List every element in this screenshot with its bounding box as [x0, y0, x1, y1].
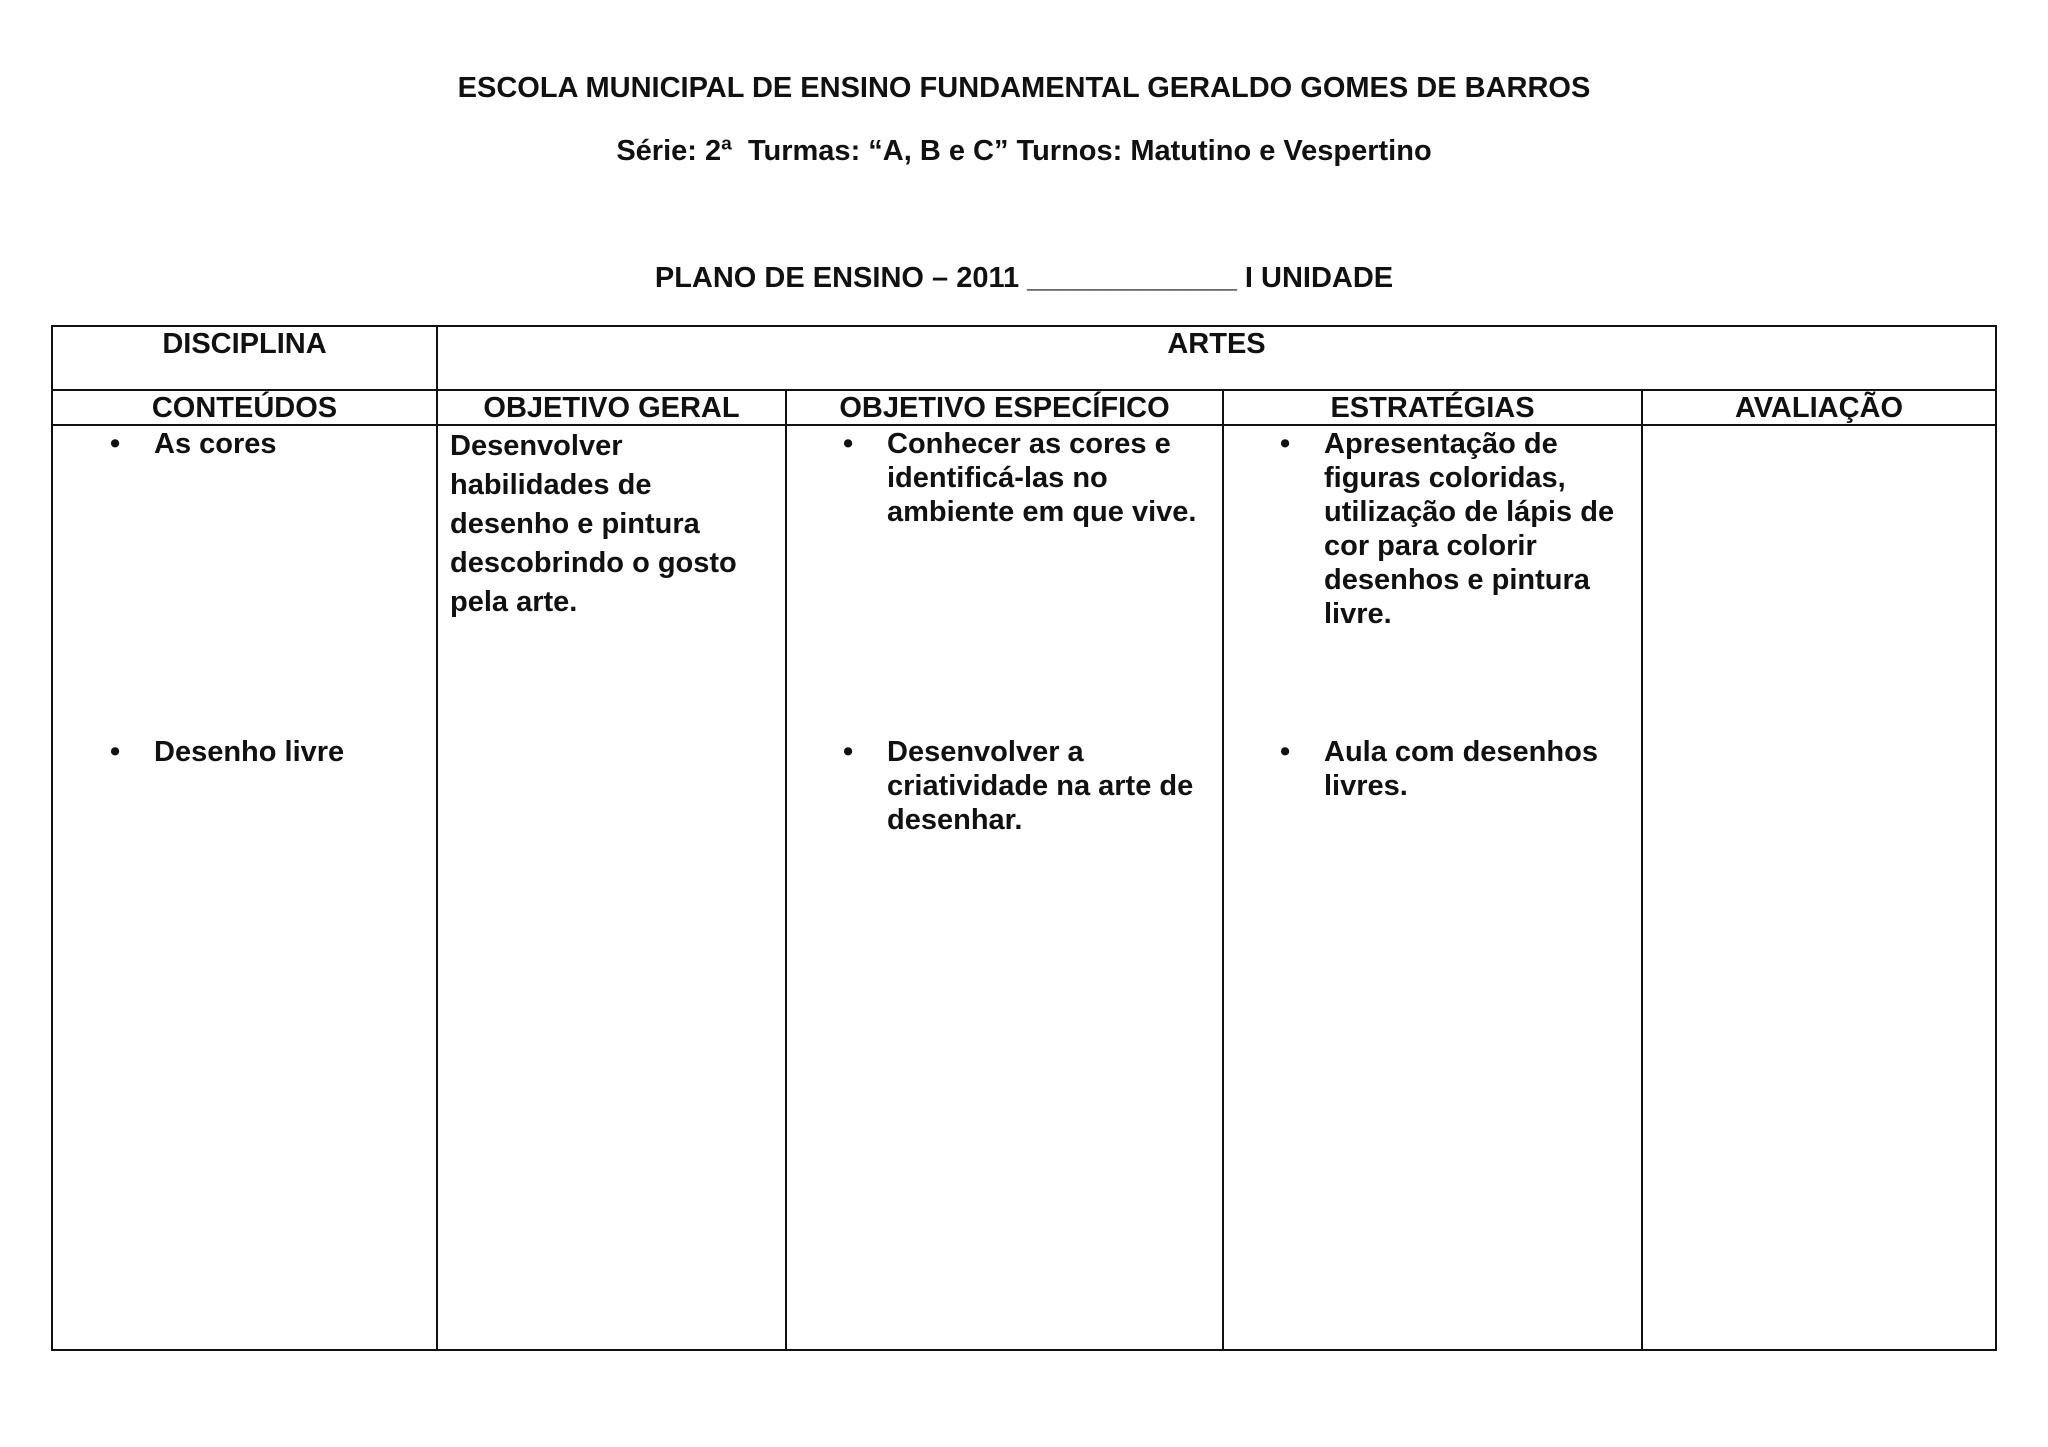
table-col-divider-1 — [436, 325, 438, 1351]
table-col-divider-3 — [1222, 389, 1224, 1351]
list-item: • Desenvolver a criatividade na arte de desenhar. — [843, 735, 1207, 837]
discipline-value: ARTES — [1167, 328, 1266, 360]
table-border-left — [51, 325, 53, 1351]
column-header-estrategias: ESTRATÉGIAS — [1330, 392, 1535, 424]
table-col-divider-4 — [1641, 389, 1643, 1351]
table-border-right — [1995, 325, 1997, 1351]
column-header-objetivo-geral: OBJETIVO GERAL — [483, 392, 740, 424]
column-header-objetivo-especifico: OBJETIVO ESPECÍFICO — [839, 392, 1170, 424]
column-header-avaliacao: AVALIAÇÃO — [1734, 392, 1904, 424]
list-item: • Aula com desenhos livres. — [1280, 735, 1636, 803]
plan-title: PLANO DE ENSINO – 2011 _____________ I UNIDADE — [654, 262, 1394, 294]
table-col-divider-2 — [785, 389, 787, 1351]
list-item: • Desenho livre — [110, 735, 424, 769]
list-item: • Conhecer as cores e identificá-las no ambiente em que vive. — [843, 427, 1207, 529]
discipline-label: DISCIPLINA — [162, 328, 327, 360]
column-header-conteudos: CONTEÚDOS — [151, 392, 338, 424]
class-info: Série: 2ª Turmas: “A, B e C” Turnos: Matutino e Vespertino — [616, 135, 1432, 167]
list-item: • Apresentação de figuras coloridas, utilização de lápis de cor para colorir desenhos e pintura livre. — [1280, 427, 1636, 631]
table-border-bottom — [51, 1349, 1997, 1351]
school-name: ESCOLA MUNICIPAL DE ENSINO FUNDAMENTAL GERALDO GOMES DE BARROS — [457, 72, 1591, 104]
list-item: • As cores — [110, 427, 424, 461]
objetivo-geral-text: Desenvolver habilidades de desenho e pintura descobrindo o gosto pela arte. — [450, 430, 737, 618]
